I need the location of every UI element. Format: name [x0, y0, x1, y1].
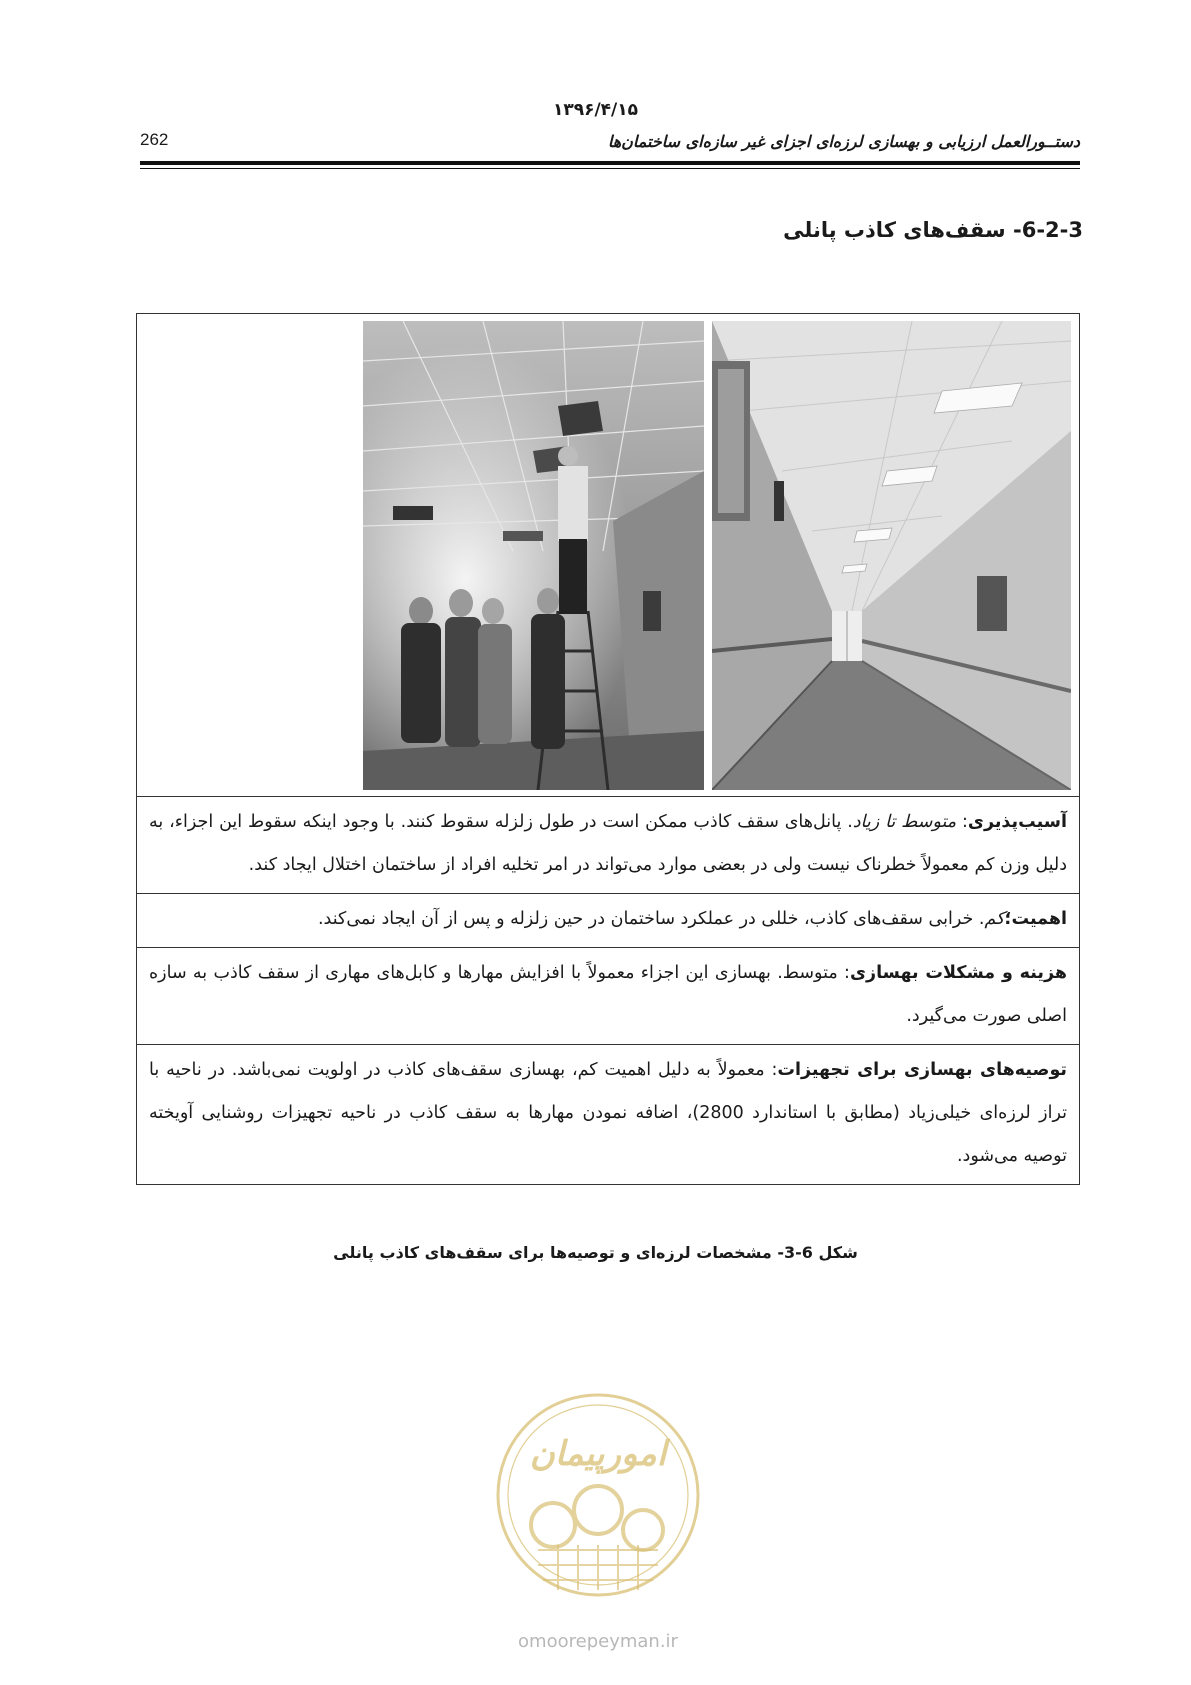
ceiling-inspection-photo: [363, 321, 704, 790]
importance-level: کم: [984, 909, 1005, 929]
running-header: [140, 128, 1080, 156]
page-number: 262: [140, 130, 169, 149]
vulnerability-label: آسیب‌پذیری: [967, 812, 1067, 832]
cost-label: هزینه و مشکلات بهسازی: [849, 963, 1068, 983]
vulnerability-level: متوسط تا زیاد: [852, 812, 957, 832]
recommendation-text: معمولاً به دلیل اهمیت کم، بهسازی سقف‌های کاذب در اولویت نمی‌باشد. در ناحیه با تراز لرزه‌ای خیلی‌زیاد (مطابق با استاندارد 2800)، اضافه نمودن مهارها به سقف کاذب در ناحیه تجهیزات روشنایی آویخته توصیه می‌شود.: [149, 1060, 1068, 1166]
importance-cell: اهمیت؛کم. خرابی سقف‌های کاذب، خللی در عملکرد ساختمان در حین زلزله و پس از آن ایجاد نمی‌کند.: [137, 894, 1079, 948]
header-date: ۱۳۹۶/۴/۱۵: [552, 100, 639, 120]
cost-text: متوسط. بهسازی این اجزاء معمولاً با افزایش مهارها و کابل‌های مهاری از سقف کاذب به سازه اصلی صورت می‌گیرد.: [149, 963, 1067, 1026]
figure-table: [136, 313, 1080, 1185]
hospital-corridor-photo: [712, 321, 1071, 790]
section-heading: 6-2-3- سقف‌های کاذب پانلی: [783, 218, 1083, 242]
running-header-title: دستــورالعمل ارزیابی و بهسازی لرزه‌ای اجزای غیر سازه‌ای ساختمان‌ها: [607, 132, 1080, 151]
importance-label: اهمیت: [1011, 909, 1067, 929]
importance-text: . خرابی سقف‌های کاذب، خللی در عملکرد ساختمان در حین زلزله و پس از آن ایجاد نمی‌کند.: [317, 909, 985, 929]
header-rule-thick: [140, 161, 1080, 165]
watermark-logo-text: امورپیمان: [529, 1434, 667, 1474]
watermark-logo: [478, 1385, 718, 1685]
watermark-url: omoorepeyman.ir: [518, 1631, 678, 1652]
recommendation-cell: توصیه‌های بهسازی برای تجهیزات: معمولاً به دلیل اهمیت کم، بهسازی سقف‌های کاذب در اولویت نمی‌باشد. در ناحیه با تراز لرزه‌ای خیلی‌زیاد (مطابق با استاندارد 2800)، اضافه نمودن مهارها به سقف کاذب در ناحیه تجهیزات روشنایی آویخته توصیه می‌شود.: [149, 1060, 1068, 1166]
cost-cell: هزینه و مشکلات بهسازی: متوسط. بهسازی این اجزاء معمولاً با افزایش مهارها و کابل‌های مهاری از سقف کاذب به سازه اصلی صورت می‌گیرد.: [137, 948, 1079, 1045]
figure-caption: شکل 6-3- مشخصات لرزه‌ای و توصیه‌ها برای سقف‌های کاذب پانلی: [333, 1243, 858, 1262]
recommendation-label: توصیه‌های بهسازی برای تجهیزات: [777, 1060, 1067, 1080]
header-rule-thin: [140, 168, 1080, 169]
vulnerability-text: . پانل‌های سقف کاذب ممکن است در طول زلزله سقوط کنند. با وجود اینکه سقوط این اجزاء، به دلیل وزن کم معمولاً خطرناک نیست ولی در بعضی موارد می‌تواند در امر تخلیه افراد از ساختمان اختلال ایجاد کند.: [149, 812, 1067, 875]
vulnerability-cell: آسیب‌پذیری: متوسط تا زیاد. پانل‌های سقف کاذب ممکن است در طول زلزله سقوط کنند. با وجود اینکه سقوط این اجزاء، به دلیل وزن کم معمولاً خطرناک نیست ولی در بعضی موارد می‌تواند در امر تخلیه افراد از ساختمان اختلال ایجاد کند.: [137, 797, 1079, 894]
photo-row: [137, 314, 1079, 797]
